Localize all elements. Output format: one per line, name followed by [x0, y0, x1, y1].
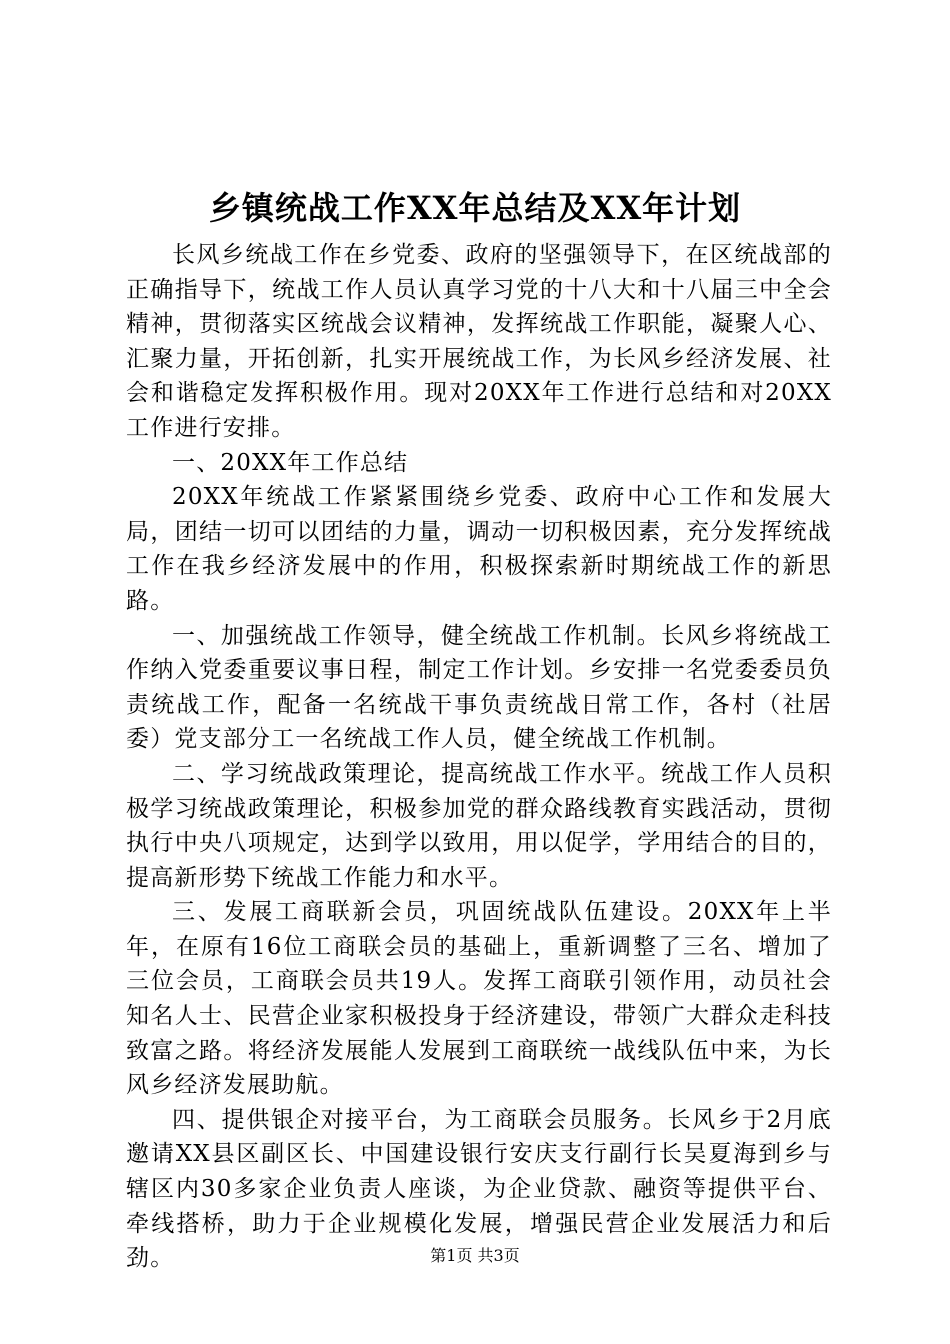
item-paragraph: 一、加强统战工作领导，健全统战工作机制。长风乡将统战工作纳入党委重要议事日程，制定工作计划。乡安排一名党委委员负责统战工作，配备一名统战干事负责统战日常工作，各村（社居委）党支部分工一名统战工作人员，健全统战工作机制。: [126, 622, 832, 753]
document-body: [126, 238, 832, 1276]
summary-paragraph: 20XX年统战工作紧紧围绕乡党委、政府中心工作和发展大局，团结一切可以团结的力量，调动一切积极因素，充分发挥统战工作在我乡经济发展中的作用，积极探索新时期统战工作的新思路。: [126, 484, 832, 614]
item-paragraph: 四、提供银企对接平台，为工商联会员服务。长风乡于2月底邀请XX县区副区长、中国建设银行安庆支行副行长吴夏海到乡与辖区内30多家企业负责人座谈，为企业贷款、融资等提供平台、牵线搭桥，助力于企业规模化发展，增强民营企业发展活力和后劲。: [126, 1106, 832, 1272]
intro-paragraph: 长风乡统战工作在乡党委、政府的坚强领导下，在区统战部的正确指导下，统战工作人员认真学习党的十八大和十八届三中全会精神，贯彻落实区统战会议精神，发挥统战工作职能，凝聚人心、汇聚力量，开拓创新，扎实开展统战工作，为长风乡经济发展、社会和谐稳定发挥积极作用。现对20XX年工作进行总结和对20XX工作进行安排。: [126, 242, 832, 441]
page-footer: 第1页 共3页: [430, 1246, 520, 1265]
document-title: 乡镇统战工作XX年总结及XX年计划: [208, 189, 742, 227]
item-paragraph: 二、学习统战政策理论，提高统战工作水平。统战工作人员积极学习统战政策理论，积极参加党的群众路线教育实践活动，贯彻执行中央八项规定，达到学以致用，用以促学，学用结合的目的，提高新形势下统战工作能力和水平。: [126, 760, 832, 891]
item-paragraph: 三、发展工商联新会员，巩固统战队伍建设。20XX年上半年，在原有16位工商联会员的基础上，重新调整了三名、增加了三位会员，工商联会员共19人。发挥工商联引领作用，动员社会知名人士、民营企业家积极投身于经济建设，带领广大群众走科技致富之路。将经济发展能人发展到工商联统一战线队伍中来，为长风乡经济发展助航。: [126, 899, 832, 1099]
section-heading: 一、20XX年工作总结: [172, 449, 409, 476]
